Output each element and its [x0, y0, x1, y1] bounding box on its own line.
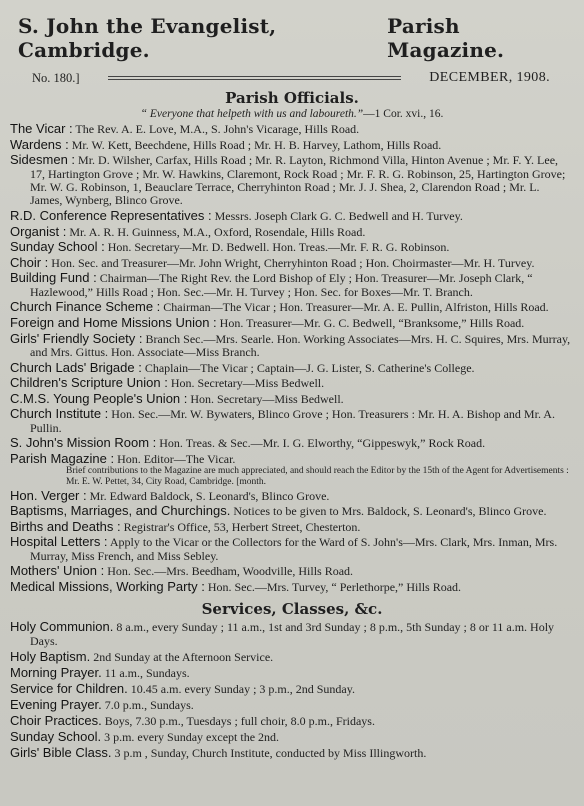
issue-row [10, 70, 574, 86]
service-label: Service for Children. [10, 680, 128, 696]
entry-label: Hon. Verger : [10, 487, 87, 503]
service-text: Boys, 7.30 p.m., Tuesdays ; full choir, 8.0 p.m., Fridays. [104, 713, 375, 728]
entry-text: Mr. W. Kett, Beechdene, Hills Road ; Mr. H. B. Harvey, Lathom, Hills Road. [71, 137, 442, 152]
service-text: 8 a.m., every Sunday ; 11 a.m., 1st and 3rd Sunday ; 8 p.m., 5th Sunday ; 8 or 11 a.m. Holy Days. [30, 620, 555, 648]
entry-label: Births and Deaths : [10, 518, 121, 534]
entry-label: Church Institute : [10, 406, 109, 422]
service-girls-bible-class [10, 746, 574, 760]
entry-label: Sunday School : [10, 239, 105, 255]
entry-label: Parish Magazine : [10, 450, 115, 466]
entry-label: Children's Scripture Union : [10, 375, 168, 391]
entry-text: Hon. Secretary—Miss Bedwell. [190, 391, 344, 406]
entry-label: R.D. Conference Representatives : [10, 208, 212, 223]
entry-text: Mr. D. Wilsher, Carfax, Hills Road ; Mr. R. Layton, Richmond Villa, Hinton Avenue ; Mr. F. Y. Lee, 17, Hartington Grove ; Mr. W. Hawkins, Claremont, Rock Road ; Mr. F. R. G. Robinson, 25, Hartington Grove; Mr. W. G. Robinson, 1, Beauclare Terrace, Cherryhinton Road ; Mr. J. J. Shea, 2, Clarendon Road ; Mr. L. James, Wynberg, Blinco Grove. [30, 153, 566, 208]
entry-label: S. John's Mission Room : [10, 435, 157, 451]
service-holy-communion [10, 620, 574, 648]
service-label: Sunday School. [10, 728, 102, 744]
entry-text: Mr. Edward Baldock, S. Leonard's, Blinco Grove. [89, 488, 330, 503]
service-choir-practices [10, 714, 574, 728]
entry-text: Hon. Sec.—Mrs. Beedham, Woodville, Hills Road. [107, 564, 354, 579]
entry-text: Hon. Treas. & Sec.—Mr. I. G. Elworthy, “Gippeswyk,” Rock Road. [159, 436, 486, 451]
entry-label: Wardens : [10, 136, 69, 152]
entry-label: Mothers' Union : [10, 563, 105, 579]
entry-label: The Vicar : [10, 121, 73, 136]
entry-text: Hon. Sec. and Treasurer—Mr. John Wright, Cherryhinton Road ; Hon. Choirmaster—Mr. H. Turvey. [51, 255, 535, 270]
entry-text: Hon. Sec.—Mrs. Turvey, “ Perlethorpe,” Hills Road. [207, 579, 462, 594]
service-text: 3 p.m , Sunday, Church Institute, conducted by Miss Illingworth. [114, 745, 427, 760]
official-entry-parish-magazine [10, 452, 574, 466]
official-entry-finance-scheme [10, 300, 574, 314]
entry-label: Organist : [10, 223, 67, 239]
service-label: Choir Practices. [10, 712, 102, 728]
official-entry-church-institute [10, 407, 574, 435]
official-entry-sunday-school [10, 240, 574, 254]
official-entry-wardens [10, 138, 574, 152]
official-entry-scripture-union [10, 376, 574, 390]
services-heading: Services, Classes, &c. [201, 600, 383, 619]
service-sunday-school [10, 730, 574, 744]
service-morning-prayer [10, 666, 574, 680]
service-text: 2nd Sunday at the Afternoon Service. [93, 649, 274, 664]
official-entry-births-deaths [10, 520, 574, 534]
entry-text: Registrar's Office, 53, Herbert Street, Chesterton. [123, 519, 361, 534]
officials-quote [10, 108, 574, 120]
entry-label: Girls' Friendly Society : [10, 330, 143, 346]
entry-text: Hon. Sec.—Mr. W. Bywaters, Blinco Grove ; Hon. Treasurers : Mr. H. A. Bishop and Mr. A. Pullin. [30, 407, 555, 435]
official-entry-rd-conference [10, 209, 574, 223]
service-text: 7.0 p.m., Sundays. [104, 697, 194, 712]
entry-text: The Rev. A. E. Love, M.A., S. John's Vicarage, Hills Road. [75, 122, 360, 136]
services-list [10, 620, 574, 760]
entry-text: Chaplain—The Vicar ; Captain—J. G. Lister, S. Catherine's College. [144, 360, 475, 375]
quote-text: “ Everyone that helpeth with us and laboureth.” [140, 108, 364, 120]
official-entry-sidesmen [10, 153, 574, 208]
issue-divider [108, 76, 402, 80]
entry-text: Apply to the Vicar or the Collectors for the Ward of S. John's—Mrs. Clark, Mrs. Inman, Mrs. Murray, Miss French, and Miss Sebley. [30, 535, 558, 563]
entry-text: Chairman—The Vicar ; Hon. Treasurer—Mr. A. E. Pullin, Alfriston, Hills Road. [163, 300, 549, 315]
entry-label: Building Fund : [10, 270, 97, 286]
entry-label: Choir : [10, 254, 49, 270]
service-evening-prayer [10, 698, 574, 712]
entry-text: Notices to be given to Mrs. Baldock, S. Leonard's, Blinco Grove. [233, 504, 547, 519]
official-entry-choir [10, 256, 574, 270]
entry-label: Foreign and Home Missions Union : [10, 314, 217, 330]
service-label: Morning Prayer. [10, 664, 102, 680]
entry-label: Church Lads' Brigade : [10, 359, 142, 375]
official-entry-medical-missions [10, 580, 574, 594]
service-text: 11 a.m., Sundays. [104, 665, 190, 680]
entry-label: Sidesmen : [10, 152, 76, 168]
officials-heading: Parish Officials. [225, 89, 359, 107]
entry-text: Hon. Secretary—Miss Bedwell. [170, 376, 325, 391]
service-text: 3 p.m. every Sunday except the 2nd. [104, 729, 280, 744]
service-text: 10.45 a.m. every Sunday ; 3 p.m., 2nd Sunday. [130, 681, 355, 696]
officials-list [10, 122, 574, 594]
entry-label: Medical Missions, Working Party : [10, 578, 205, 594]
entry-label: Baptisms, Marriages, and Churchings. [10, 503, 231, 519]
official-entry-vicar [10, 122, 574, 136]
entry-text: Chairman—The Right Rev. the Lord Bishop of Ely ; Hon. Treasurer—Mr. Joseph Clark, “ Hazlewood,” Hills Road ; Hon. Sec.—Mr. H. Turvey ; Hon. Sec. for Boxes—Mr. T. Branch. [30, 271, 533, 299]
official-entry-building-fund [10, 271, 574, 299]
quote-reference: —1 Cor. xvi., 16. [363, 108, 444, 120]
entry-text: Mr. A. R. H. Guinness, M.A., Oxford, Rosendale, Hills Road. [69, 224, 366, 239]
official-entry-girls-friendly [10, 332, 574, 360]
service-label: Holy Baptism. [10, 648, 91, 664]
entry-text: Messrs. Joseph Clark G. C. Bedwell and H. Turvey. [214, 209, 463, 223]
masthead-church: S. John the Evangelist, Cambridge. [18, 14, 277, 62]
official-entry-missions-union [10, 316, 574, 330]
service-holy-baptism [10, 650, 574, 664]
official-entry-mission-room [10, 436, 574, 450]
entry-text: Hon. Secretary—Mr. D. Bedwell. Hon. Treas.—Mr. F. R. G. Robinson. [107, 240, 450, 255]
entry-label: Church Finance Scheme : [10, 299, 161, 315]
issue-number: No. 180.] [32, 70, 80, 85]
service-label: Girls' Bible Class. [10, 744, 112, 760]
service-label: Evening Prayer. [10, 696, 102, 712]
official-entry-verger [10, 489, 574, 503]
magazine-contributions-note: Brief contributions to the Magazine are much appreciated, and should reach the Editor by the 15th of the Agent for Advertisements : Mr. E. W. Pettet, 34, City Road, Cambridge. [month. [66, 466, 569, 487]
entry-text: Hon. Treasurer—Mr. G. C. Bedwell, “Branksome,” Hills Road. [219, 315, 525, 330]
official-entry-hospital-letters [10, 535, 574, 563]
entry-label: C.M.S. Young People's Union : [10, 390, 188, 406]
masthead-title: Parish Magazine. [387, 14, 505, 62]
service-label: Holy Communion. [10, 619, 114, 635]
masthead [18, 14, 570, 62]
official-entry-lads-brigade [10, 361, 574, 375]
entry-label: Hospital Letters : [10, 534, 108, 550]
official-entry-cms-union [10, 392, 574, 406]
issue-date: DECEMBER, 1908. [429, 70, 550, 85]
official-entry-baptisms [10, 504, 574, 518]
entry-text: Branch Sec.—Mrs. Searle. Hon. Working Associates—Mrs. H. C. Squires, Mrs. Murray, and Mrs. Gittus. Hon. Associate—Miss Branch. [30, 331, 571, 359]
official-entry-mothers-union [10, 564, 574, 578]
service-for-children [10, 682, 574, 696]
official-entry-organist [10, 225, 574, 239]
entry-text: Hon. Editor—The Vicar. [117, 451, 236, 466]
